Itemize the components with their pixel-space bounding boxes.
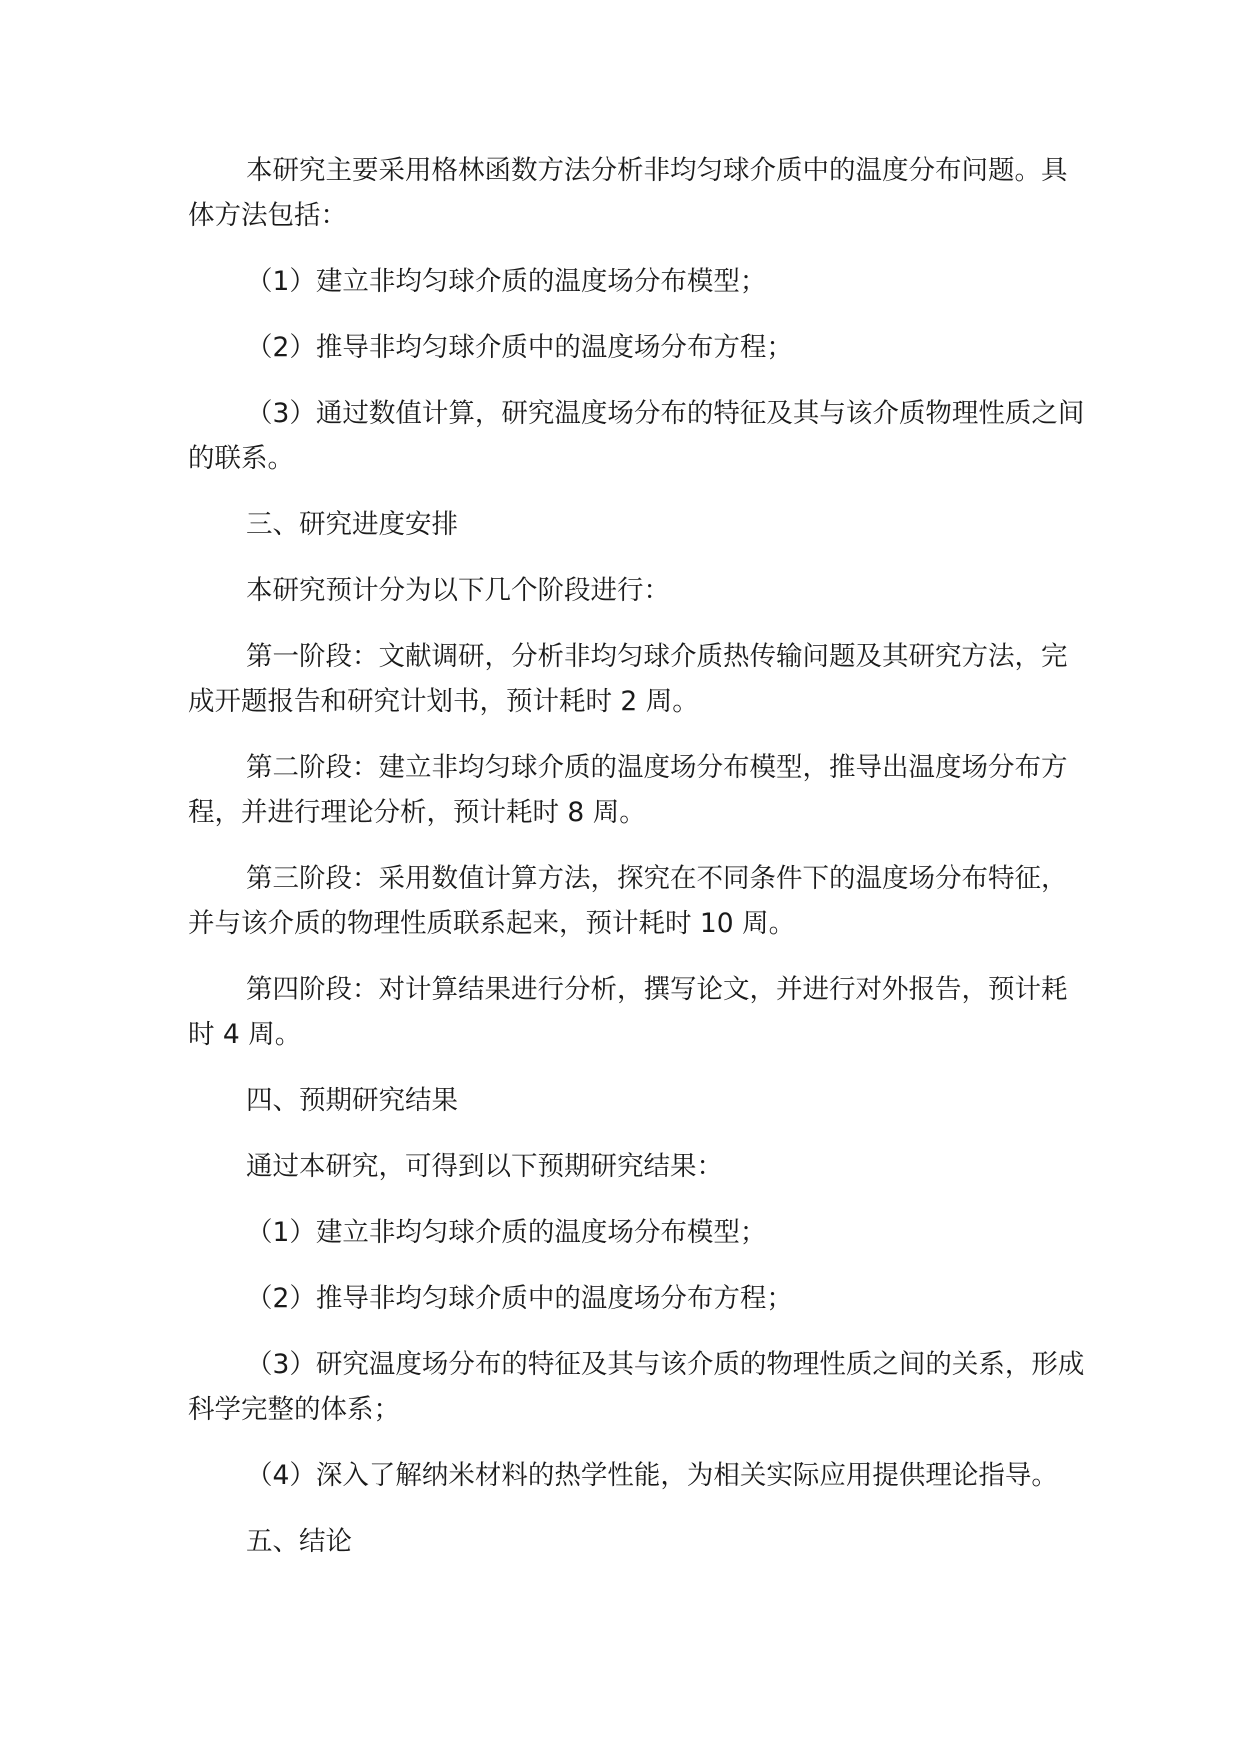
list-item-result-3: （3）研究温度场分布的特征及其与该介质的物理性质之间的关系，形成科学完整的体系； — [188, 1349, 1085, 1425]
section-heading-conclusion: 五、结论 — [246, 1526, 352, 1557]
paragraph-results-intro: 通过本研究，可得到以下预期研究结果： — [246, 1151, 723, 1182]
paragraph-schedule-intro: 本研究预计分为以下几个阶段进行： — [246, 575, 670, 606]
paragraph-stage-2: 第二阶段：建立非均匀球介质的温度场分布模型，推导出温度场分布方程，并进行理论分析，预计耗时 8 周。 — [188, 752, 1068, 828]
paragraph-method-intro: 本研究主要采用格林函数方法分析非均匀球介质中的温度分布问题。具体方法包括： — [188, 155, 1068, 231]
document-body — [188, 148, 1088, 1585]
paragraph-stage-1: 第一阶段：文献调研，分析非均匀球介质热传输问题及其研究方法，完成开题报告和研究计划书，预计耗时 2 周。 — [188, 641, 1068, 717]
section-heading-expected-results: 四、预期研究结果 — [246, 1085, 458, 1116]
list-item-method-3: （3）通过数值计算，研究温度场分布的特征及其与该介质物理性质之间的联系。 — [188, 398, 1085, 474]
paragraph-stage-4: 第四阶段：对计算结果进行分析，撰写论文，并进行对外报告，预计耗时 4 周。 — [188, 974, 1068, 1050]
paragraph-stage-3: 第三阶段：采用数值计算方法，探究在不同条件下的温度场分布特征，并与该介质的物理性质联系起来，预计耗时 10 周。 — [188, 863, 1068, 939]
list-item-method-1: （1）建立非均匀球介质的温度场分布模型； — [246, 266, 767, 297]
list-item-method-2: （2）推导非均匀球介质中的温度场分布方程； — [246, 332, 793, 363]
list-item-result-1: （1）建立非均匀球介质的温度场分布模型； — [246, 1217, 767, 1248]
list-item-result-2: （2）推导非均匀球介质中的温度场分布方程； — [246, 1283, 793, 1314]
section-heading-schedule: 三、研究进度安排 — [246, 509, 458, 540]
list-item-result-4: （4）深入了解纳米材料的热学性能，为相关实际应用提供理论指导。 — [246, 1460, 1058, 1491]
